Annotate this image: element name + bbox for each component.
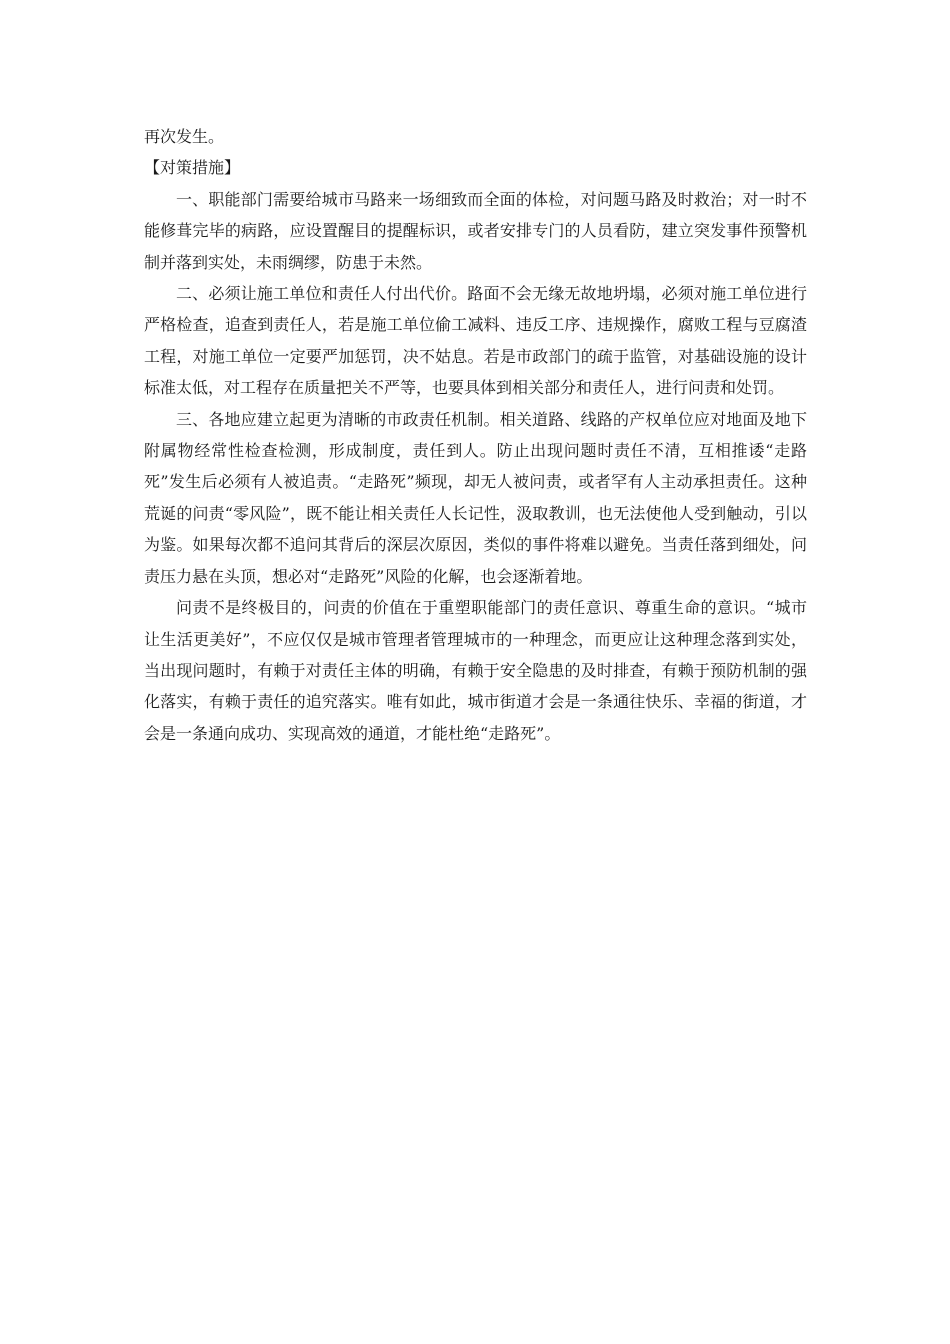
document-body bbox=[144, 121, 807, 749]
paragraph-conclusion: 问责不是终极目的，问责的价值在于重塑职能部门的责任意识、尊重生命的意识。“城市让生活更美好”，不应仅仅是城市管理者管理城市的一种理念，而更应让这种理念落到实处，当出现问题时，有赖于对责任主体的明确，有赖于安全隐患的及时排查，有赖于预防机制的强化落实，有赖于责任的追究落实。唯有如此，城市街道才会是一条通往快乐、幸福的街道，才会是一条通向成功、实现高效的通道，才能杜绝“走路死”。 bbox=[144, 598, 807, 743]
paragraph-measure-1: 一、职能部门需要给城市马路来一场细致而全面的体检，对问题马路及时救治；对一时不能修葺完毕的病路，应设置醒目的提醒标识，或者安排专门的人员看防，建立突发事件预警机制并落到实处，未雨绸缪，防患于未然。 bbox=[144, 189, 807, 272]
continuation-text: 再次发生。 bbox=[144, 127, 225, 146]
paragraph-measure-2: 二、必须让施工单位和责任人付出代价。路面不会无缘无故地坍塌，必须对施工单位进行严格检查，追查到责任人，若是施工单位偷工减料、违反工序、违规操作，腐败工程与豆腐渣工程，对施工单位一定要严加惩罚，决不姑息。若是市政部门的疏于监管，对基础设施的设计标准太低，对工程存在质量把关不严等，也要具体到相关部分和责任人，进行问责和处罚。 bbox=[144, 284, 807, 398]
paragraph-measure-3: 三、各地应建立起更为清晰的市政责任机制。相关道路、线路的产权单位应对地面及地下附属物经常性检查检测，形成制度，责任到人。防止出现问题时责任不清，互相推诿“走路死”发生后必须有人被追责。“走路死”频现，却无人被问责，或者罕有人主动承担责任。这种荒诞的问责“零风险”，既不能让相关责任人长记性，汲取教训，也无法使他人受到触动，引以为鉴。如果每次都不追问其背后的深层次原因，类似的事件将难以避免。当责任落到细处，问责压力悬在头顶，想必对“走路死”风险的化解，也会逐渐着地。 bbox=[144, 409, 807, 586]
section-heading: 【对策措施】 bbox=[144, 158, 241, 178]
